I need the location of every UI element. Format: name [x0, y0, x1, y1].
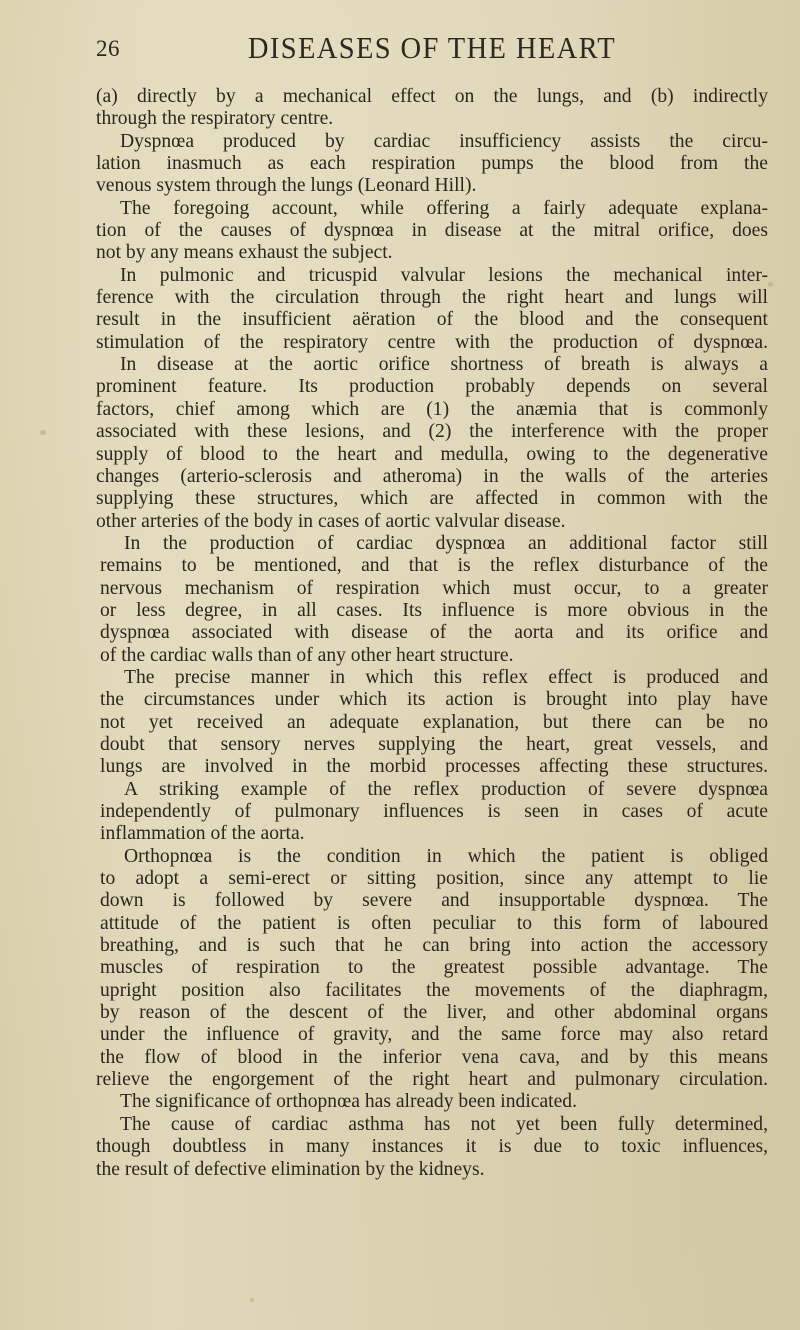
text-line: not yet received an adequate explanation, but there can be no [100, 711, 768, 733]
paper-spot [768, 282, 773, 287]
text-line: doubt that sensory nerves supplying the heart, great vessels, and [100, 733, 768, 755]
text-line: stimulation of the respiratory centre with the production of dyspnœa. [96, 331, 768, 353]
text-line: Orthopnœa is the condition in which the patient is obliged [124, 845, 768, 867]
text-line: ference with the circulation through the right heart and lungs will [96, 287, 768, 309]
text-line: In disease at the aortic orifice shortness of breath is always a [120, 354, 768, 376]
text-line: by reason of the descent of the liver, and other abdominal organs [100, 1002, 768, 1024]
text-line: the circumstances under which its action is brought into play have [100, 689, 768, 711]
text-line: relieve the engorgement of the right heart and pulmonary circulation. [96, 1069, 768, 1091]
text-line: or less degree, in all cases. Its influence is more obvious in the [100, 599, 768, 621]
text-line: supplying these structures, which are affected in common with the [96, 488, 768, 510]
text-line: the flow of blood in the inferior vena cava, and by this means [100, 1046, 768, 1068]
text-line: not by any means exhaust the subject. [96, 242, 393, 264]
running-head [96, 30, 768, 70]
text-line: through the respiratory centre. [96, 108, 334, 130]
text-line: changes (arterio-sclerosis and atheroma) in the walls of the arteries [96, 465, 768, 487]
text-line: venous system through the lungs (Leonard Hill). [96, 175, 477, 197]
paragraph [96, 779, 768, 846]
page-number: 26 [96, 36, 120, 61]
text-line: tion of the causes of dyspnœa in disease at the mitral orifice, does [96, 220, 768, 242]
paragraph [96, 846, 768, 1092]
paragraph [96, 354, 768, 533]
text-line: upright position also facilitates the movements of the diaphragm, [100, 979, 768, 1001]
text-line: breathing, and is such that he can bring into action the accessory [100, 935, 768, 957]
paragraph [96, 1091, 768, 1113]
page-title: DISEASES OF THE HEART [247, 30, 617, 65]
text-line: muscles of respiration to the greatest possible advantage. The [100, 957, 768, 979]
text-line: prominent feature. Its production probably depends on several [96, 376, 768, 398]
text-line: factors, chief among which are (1) the anæmia that is commonly [96, 398, 768, 420]
text-line: lation inasmuch as each respiration pumps the blood from the [96, 153, 768, 175]
text-line: down is followed by severe and insupportable dyspnœa. The [100, 890, 768, 912]
body-text [96, 86, 768, 1181]
text-line: of the cardiac walls than of any other heart structure. [100, 644, 514, 666]
paragraph [96, 265, 768, 354]
text-line: under the influence of gravity, and the same force may also retard [100, 1024, 768, 1046]
text-line: The foregoing account, while offering a fairly adequate explana- [120, 197, 768, 219]
text-line: lungs are involved in the morbid processes affecting these structures. [100, 756, 768, 778]
text-line: The cause of cardiac asthma has not yet been fully determined, [120, 1113, 768, 1135]
text-line: associated with these lesions, and (2) the interference with the proper [96, 421, 768, 443]
text-line: remains to be mentioned, and that is the reflex disturbance of the [100, 555, 768, 577]
text-line: (a) directly by a mechanical effect on the lungs, and (b) indirectly [96, 86, 768, 107]
text-line: the result of defective elimination by the kidneys. [96, 1158, 485, 1180]
text-line: result in the insufficient aëration of the blood and the consequent [96, 309, 768, 331]
paper-spot [40, 430, 46, 435]
text-line: other arteries of the body in cases of aortic valvular disease. [96, 510, 566, 532]
text-line: inflammation of the aorta. [100, 823, 305, 845]
paragraph [96, 198, 768, 265]
text-line: In pulmonic and tricuspid valvular lesions the mechanical inter- [120, 264, 768, 286]
text-line: In the production of cardiac dyspnœa an additional factor still [124, 532, 768, 554]
text-line: The precise manner in which this reflex effect is produced and [124, 666, 768, 688]
paragraph [96, 667, 768, 779]
text-line: independently of pulmonary influences is seen in cases of acute [100, 801, 768, 822]
text-line: though doubtless in many instances it is due to toxic influences, [96, 1136, 768, 1158]
text-line: The significance of orthopnœa has already been indicated. [120, 1091, 577, 1113]
paragraph [96, 533, 768, 667]
text-line: Dyspnœa produced by cardiac insufficiency assists the circu- [120, 130, 768, 152]
paragraph [96, 131, 768, 198]
paper-spot [250, 1298, 254, 1302]
paragraph [96, 1114, 768, 1181]
text-line: attitude of the patient is often peculiar to this form of laboured [100, 912, 768, 934]
text-line: dyspnœa associated with disease of the aorta and its orifice and [100, 622, 768, 644]
text-line: to adopt a semi-erect or sitting position, since any attempt to lie [100, 868, 768, 890]
text-line: A striking example of the reflex production of severe dyspnœa [124, 778, 768, 800]
text-line: nervous mechanism of respiration which must occur, to a greater [100, 577, 768, 599]
paragraph [96, 86, 768, 131]
text-line: supply of blood to the heart and medulla, owing to the degenerative [96, 443, 768, 465]
